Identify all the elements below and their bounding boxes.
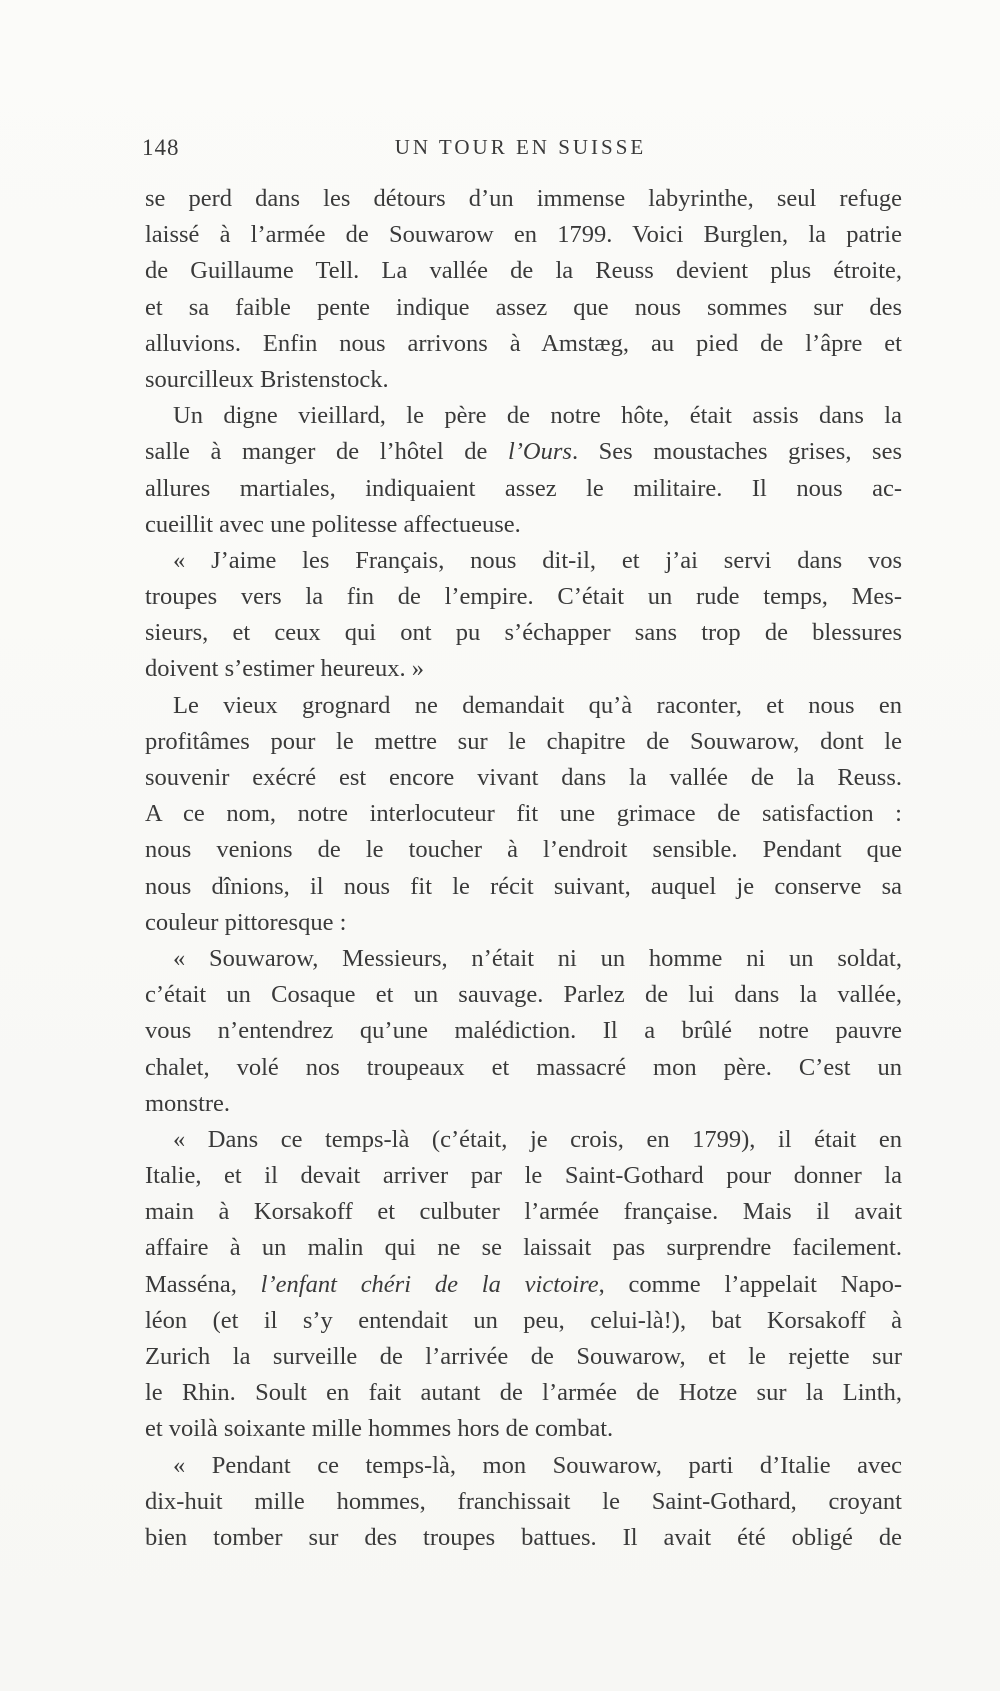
text-line: main à Korsakoff et culbuter l’armée française. Mais il avait	[145, 1198, 902, 1226]
text-line: cueillit avec une politesse affectueuse.	[145, 510, 521, 538]
text-line: A ce nom, notre interlocuteur fit une grimace de satisfaction :	[145, 800, 902, 828]
text-line: chalet, volé nos troupeaux et massacré mon père. C’est un	[145, 1053, 902, 1081]
text-line: se perd dans les détours d’un immense labyrinthe, seul refuge	[145, 185, 902, 212]
italic-segment: l’Ours	[507, 438, 572, 466]
italic-segment: l’enfant chéri de la victoire	[260, 1270, 599, 1298]
text-line: c’était un Cosaque et un sauvage. Parlez de lui dans la vallée,	[145, 981, 902, 1009]
text-line: « Pendant ce temps-là, mon Souwarow, parti d’Italie avec	[173, 1451, 902, 1479]
text-line: nous dînions, il nous fit le récit suivant, auquel je conserve sa	[145, 872, 902, 900]
text-line: sourcilleux Bristenstock.	[145, 365, 389, 393]
text-line: « Dans ce temps-là (c’était, je crois, en 1799), il était en	[173, 1125, 902, 1153]
running-head	[142, 135, 899, 165]
text-line: « Souwarow, Messieurs, n’était ni un homme ni un soldat,	[173, 944, 902, 972]
text-line: sieurs, et ceux qui ont pu s’échapper sans trop de blessures	[145, 619, 902, 647]
text-line: alluvions. Enfin nous arrivons à Amstæg, au pied de l’âpre et	[145, 329, 902, 357]
text-line: dix-huit mille hommes, franchissait le Saint-Gothard, croyant	[145, 1487, 902, 1515]
text-line: et sa faible pente indique assez que nous sommes sur des	[145, 293, 902, 321]
text-line: Italie, et il devait arriver par le Saint-Gothard pour donner la	[145, 1162, 902, 1190]
text-line: affaire à un malin qui ne se laissait pas surprendre facilement.	[145, 1234, 902, 1262]
page-number: 148	[142, 135, 180, 160]
text-line: Le vieux grognard ne demandait qu’à raconter, et nous en	[173, 691, 902, 719]
text-line: et voilà soixante mille hommes hors de combat.	[145, 1415, 614, 1443]
text-line: laissé à l’armée de Souwarow en 1799. Voici Burglen, la patrie	[145, 221, 902, 249]
text-segment: Masséna,	[145, 1270, 261, 1298]
text-segment: , comme l’appelait Napo-	[598, 1270, 902, 1298]
text-line: souvenir exécré est encore vivant dans la vallée de la Reuss.	[145, 764, 902, 791]
text-line: « J’aime les Français, nous dit-il, et j’ai servi dans vos	[173, 546, 902, 574]
text-line: le Rhin. Soult en fait autant de l’armée de Hotze sur la Linth,	[145, 1379, 902, 1407]
text-line: vous n’entendrez qu’une malédiction. Il a brûlé notre pauvre	[145, 1017, 902, 1045]
text-line: Zurich la surveille de l’arrivée de Souwarow, et le rejette sur	[145, 1343, 902, 1370]
text-line: profitâmes pour le mettre sur le chapitre de Souwarow, dont le	[145, 727, 902, 755]
body-text	[145, 181, 902, 1556]
text-segment: salle à manger de l’hôtel de	[145, 438, 508, 466]
text-line: bien tomber sur des troupes battues. Il avait été obligé de	[145, 1523, 902, 1551]
text-line: monstre.	[145, 1089, 231, 1117]
text-line: doivent s’estimer heureux. »	[145, 655, 424, 683]
text-line	[145, 1267, 902, 1303]
text-line: léon (et il s’y entendait un peu, celui-là!), bat Korsakoff à	[145, 1306, 902, 1334]
text-line: nous venions de le toucher à l’endroit sensible. Pendant que	[145, 836, 902, 864]
text-line: troupes vers la fin de l’empire. C’était un rude temps, Mes-	[145, 583, 902, 611]
running-title: UN TOUR EN SUISSE	[394, 135, 647, 159]
text-line	[145, 434, 902, 470]
text-line: allures martiales, indiquaient assez le militaire. Il nous ac-	[145, 474, 902, 502]
text-segment: . Ses moustaches grises, ses	[571, 438, 902, 466]
text-line: couleur pittoresque :	[145, 908, 347, 936]
text-line: Un digne vieillard, le père de notre hôte, était assis dans la	[173, 402, 902, 430]
text-line: de Guillaume Tell. La vallée de la Reuss devient plus étroite,	[145, 257, 902, 285]
